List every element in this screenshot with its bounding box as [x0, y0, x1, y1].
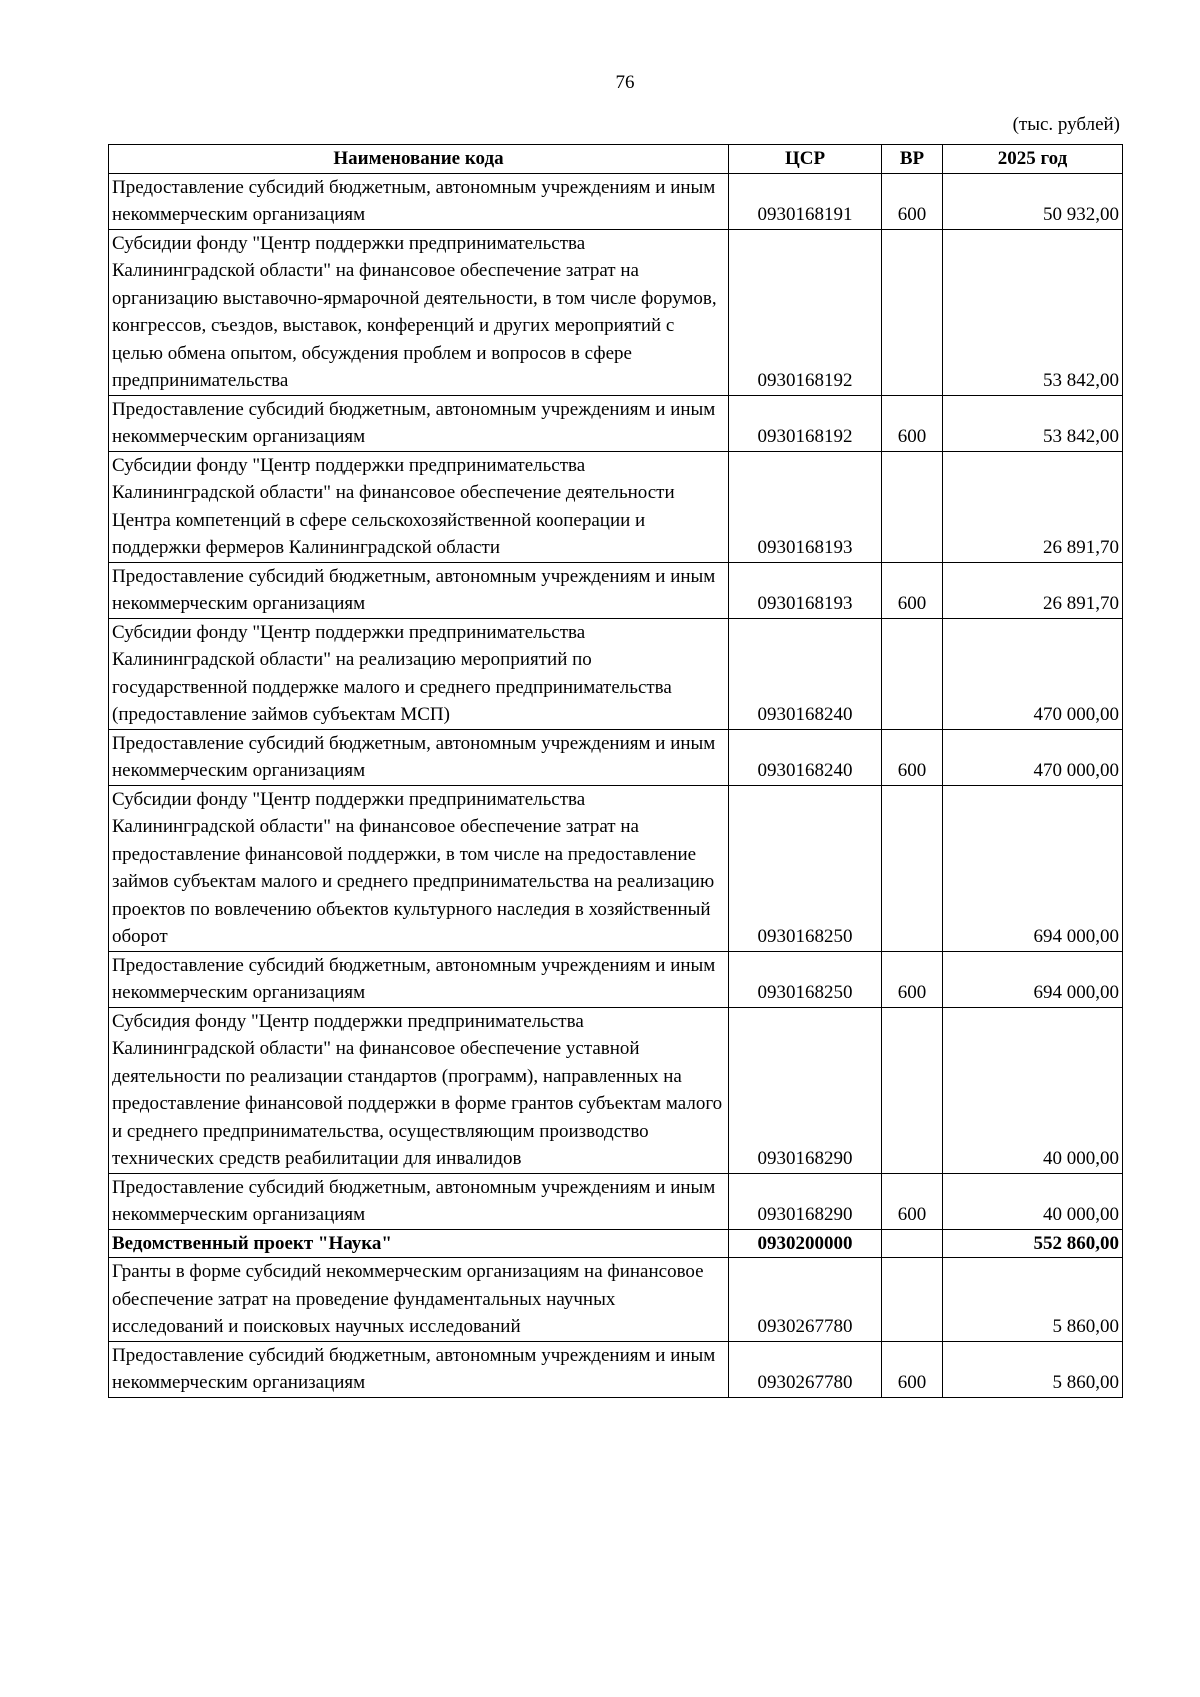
row-name: Предоставление субсидий бюджетным, автономным учреждениям и иным некоммерческим организациям	[109, 395, 729, 451]
row-vr	[882, 1229, 943, 1258]
header-year: 2025 год	[943, 145, 1123, 174]
row-csr: 0930168193	[729, 562, 882, 618]
row-name: Предоставление субсидий бюджетным, автономным учреждениям и иным некоммерческим организациям	[109, 562, 729, 618]
table-row	[109, 1258, 1123, 1342]
row-sum: 470 000,00	[943, 729, 1123, 785]
row-vr: 600	[882, 729, 943, 785]
row-vr	[882, 451, 943, 562]
budget-table	[108, 144, 1123, 1398]
row-csr: 0930168250	[729, 951, 882, 1007]
row-vr: 600	[882, 1173, 943, 1229]
row-csr: 0930168192	[729, 395, 882, 451]
table-row	[109, 951, 1123, 1007]
row-vr	[882, 229, 943, 395]
row-vr	[882, 618, 943, 729]
row-csr: 0930168290	[729, 1007, 882, 1173]
units-note: (тыс. рублей)	[1012, 114, 1120, 135]
row-sum: 53 842,00	[943, 395, 1123, 451]
row-vr: 600	[882, 951, 943, 1007]
table-row	[109, 173, 1123, 229]
row-vr	[882, 785, 943, 951]
table-row	[109, 562, 1123, 618]
table-row	[109, 1173, 1123, 1229]
header-csr: ЦСР	[729, 145, 882, 174]
table-row	[109, 395, 1123, 451]
row-csr: 0930168250	[729, 785, 882, 951]
row-sum: 40 000,00	[943, 1173, 1123, 1229]
table-row	[109, 1229, 1123, 1258]
table-row	[109, 1341, 1123, 1397]
row-sum: 694 000,00	[943, 951, 1123, 1007]
row-name: Предоставление субсидий бюджетным, автономным учреждениям и иным некоммерческим организациям	[109, 729, 729, 785]
row-name: Субсидии фонду "Центр поддержки предпринимательства Калининградской области" на финансовое обеспечение затрат на предоставление финансовой поддержки, в том числе на предоставление займов субъектам малого и среднего предпринимательства на реализацию проектов по вовлечению объектов культурного наследия в хозяйственный оборот	[109, 785, 729, 951]
row-csr: 0930168191	[729, 173, 882, 229]
row-name: Субсидии фонду "Центр поддержки предпринимательства Калининградской области" на финансовое обеспечение затрат на организацию выставочно-ярмарочной деятельности, в том числе форумов, конгрессов, съездов, выставок, конференций и других мероприятий с целью обмена опытом, обсуждения проблем и вопросов в сфере предпринимательства	[109, 229, 729, 395]
row-sum: 694 000,00	[943, 785, 1123, 951]
row-name: Предоставление субсидий бюджетным, автономным учреждениям и иным некоммерческим организациям	[109, 951, 729, 1007]
row-sum: 5 860,00	[943, 1258, 1123, 1342]
row-csr: 0930168290	[729, 1173, 882, 1229]
row-name: Субсидии фонду "Центр поддержки предпринимательства Калининградской области" на реализацию мероприятий по государственной поддержке малого и среднего предпринимательства (предоставление займов субъектам МСП)	[109, 618, 729, 729]
row-sum: 26 891,70	[943, 451, 1123, 562]
row-name: Ведомственный проект "Наука"	[109, 1229, 729, 1258]
table-header-row	[109, 145, 1123, 174]
table-row	[109, 451, 1123, 562]
header-name: Наименование кода	[109, 145, 729, 174]
table-row	[109, 618, 1123, 729]
row-csr: 0930200000	[729, 1229, 882, 1258]
row-sum: 26 891,70	[943, 562, 1123, 618]
row-vr: 600	[882, 173, 943, 229]
row-sum: 552 860,00	[943, 1229, 1123, 1258]
page-number: 76	[615, 72, 635, 93]
row-sum: 5 860,00	[943, 1341, 1123, 1397]
row-csr: 0930168193	[729, 451, 882, 562]
row-csr: 0930168240	[729, 729, 882, 785]
row-vr: 600	[882, 395, 943, 451]
row-sum: 40 000,00	[943, 1007, 1123, 1173]
row-name: Субсидия фонду "Центр поддержки предпринимательства Калининградской области" на финансовое обеспечение уставной деятельности по реализации стандартов (программ), направленных на предоставление финансовой поддержки в форме грантов субъектам малого и среднего предпринимательства, осуществляющим производство технических средств реабилитации для инвалидов	[109, 1007, 729, 1173]
row-sum: 53 842,00	[943, 229, 1123, 395]
header-vr: ВР	[882, 145, 943, 174]
table-row	[109, 1007, 1123, 1173]
row-vr	[882, 1258, 943, 1342]
row-vr: 600	[882, 562, 943, 618]
row-sum: 50 932,00	[943, 173, 1123, 229]
row-vr	[882, 1007, 943, 1173]
row-name: Предоставление субсидий бюджетным, автономным учреждениям и иным некоммерческим организациям	[109, 1173, 729, 1229]
table-row	[109, 729, 1123, 785]
row-csr: 0930267780	[729, 1341, 882, 1397]
row-name: Гранты в форме субсидий некоммерческим организациям на финансовое обеспечение затрат на проведение фундаментальных научных исследований и поисковых научных исследований	[109, 1258, 729, 1342]
row-csr: 0930168240	[729, 618, 882, 729]
row-sum: 470 000,00	[943, 618, 1123, 729]
row-name: Предоставление субсидий бюджетным, автономным учреждениям и иным некоммерческим организациям	[109, 173, 729, 229]
table-row	[109, 229, 1123, 395]
row-vr: 600	[882, 1341, 943, 1397]
row-name: Предоставление субсидий бюджетным, автономным учреждениям и иным некоммерческим организациям	[109, 1341, 729, 1397]
table-row	[109, 785, 1123, 951]
row-csr: 0930267780	[729, 1258, 882, 1342]
row-name: Субсидии фонду "Центр поддержки предпринимательства Калининградской области" на финансовое обеспечение деятельности Центра компетенций в сфере сельскохозяйственной кооперации и поддержки фермеров Калининградской области	[109, 451, 729, 562]
row-csr: 0930168192	[729, 229, 882, 395]
